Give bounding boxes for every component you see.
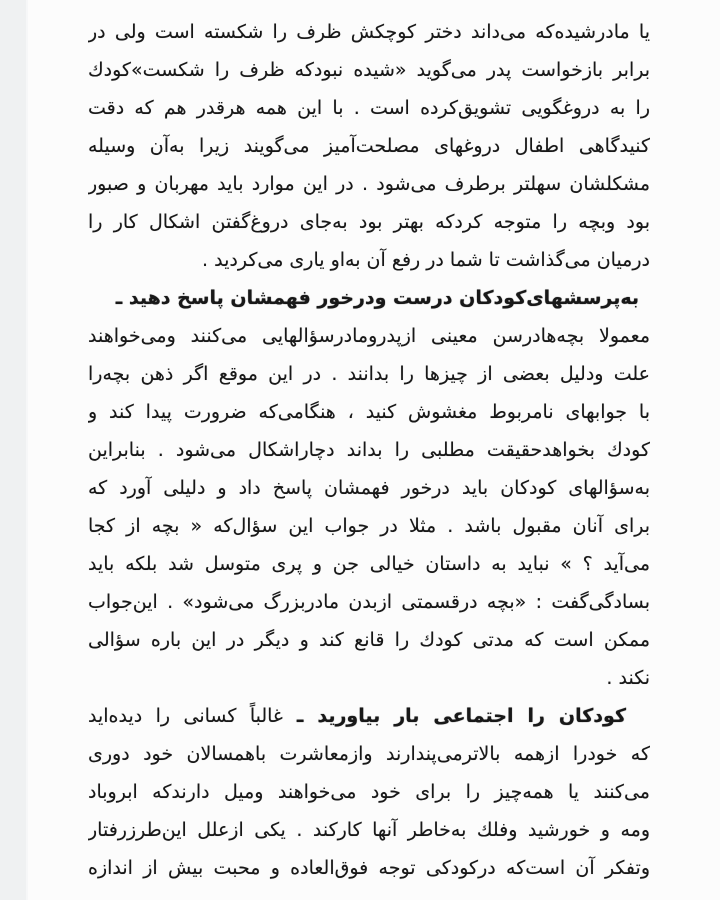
text-line [88, 507, 650, 545]
text-run: نکند . [606, 667, 650, 689]
text-run: ممکن است که مدتی کودك را قانع کند و دیگر در این باره سؤالی [88, 629, 650, 651]
text-line [88, 659, 650, 697]
text-line [88, 241, 650, 279]
text-run: درمیان می‌گذاشت تا شما در رفع آن به‌او یاری می‌کردید . [202, 249, 650, 271]
text-line [88, 127, 650, 165]
text-line [88, 51, 650, 89]
text-run: علت ودلیل بعضی از چیزها را بدانند . در این موقع اگر ذهن بچه‌را [88, 363, 650, 385]
text-line [88, 165, 650, 203]
text-line [88, 469, 650, 507]
text-line [88, 203, 650, 241]
text-run: می‌آید ؟ » نباید به داستان خیالی جن و پری متوسل شد بلکه باید [88, 553, 650, 575]
text-line [88, 811, 650, 849]
text-line [88, 393, 650, 431]
text-line [88, 545, 650, 583]
text-run: را به دروغگویی تشویق‌کرده است . با این همه هرقدر هم که دقت [88, 97, 650, 119]
text-run: غالباً کسانی را دیده‌اید [88, 705, 283, 727]
text-line [88, 583, 650, 621]
text-line [88, 13, 650, 51]
scan-edge-strip [0, 0, 28, 900]
text-run: کودك بخواهدحقیقت مطلبی را بداند دچاراشکال می‌شود . بنابراین [88, 439, 650, 461]
section-heading-line [88, 697, 650, 735]
text-run: به‌سؤالهای کودکان باید درخور فهمشان پاسخ داد و دلیلی آورد که [88, 477, 650, 499]
page-text [88, 13, 650, 887]
text-run: ومه و خورشید وفلك به‌خاطر آنها کارکند . یکی ازعلل این‌طرزرفتار [88, 819, 650, 841]
text-run: که خودرا ازهمه بالاترمی‌پندارند وازمعاشرت باهمسالان خود دوری [88, 743, 650, 765]
text-run: بسادگی‌گفت : «بچه درقسمتی ازبدن مادربزرگ می‌شود» . این‌جواب [88, 591, 650, 613]
text-line [88, 355, 650, 393]
text-run: مشکلشان سهلتر برطرف می‌شود . در این موارد باید مهربان و صبور [88, 173, 650, 195]
text-line [88, 621, 650, 659]
text-line [88, 317, 650, 355]
text-line [88, 849, 650, 887]
text-run: برابر بازخواست پدر می‌گوید «شیده نبودکه ظرف را شکست»کودك [88, 59, 650, 81]
text-run: کنیدگاهی اطفال دروغهای مصلحت‌آمیز می‌گویند زیرا به‌آن وسیله [88, 135, 650, 157]
text-line [88, 431, 650, 469]
text-run: یا مادرشیده‌که می‌داند دختر کوچکش ظرف را شکسته است ولی در [88, 21, 650, 43]
text-run: برای آنان مقبول باشد . مثلا در جواب این سؤال‌که « بچه از کجا [88, 515, 650, 537]
text-run: با جوابهای نامربوط مغشوش کنید ، هنگامی‌که ضرورت پیدا کند و [88, 401, 650, 423]
text-line [88, 735, 650, 773]
bold-heading-run: کودکان را اجتماعی بار بیاورید ـ [282, 705, 626, 727]
section-heading-line [88, 279, 650, 317]
text-run: معمولا بچه‌هادرسن معینی ازپدرومادرسؤالهایی می‌کنند ومی‌خواهند [88, 325, 650, 347]
text-run: می‌کنند یا همه‌چیز را برای خود می‌خواهند ومیل دارندکه ابروباد [88, 781, 650, 803]
bold-heading-run: به‌پرسشهای‌کودکان درست ودرخور فهمشان پاسخ دهید ـ [115, 287, 639, 309]
text-run: بود وبچه را متوجه کردکه بهتر بود به‌جای دروغ‌گفتن اشکال کار را [88, 211, 650, 233]
text-line [88, 773, 650, 811]
text-run: وتفکر آن است‌که درکودکی توجه فوق‌العاده و محبت بیش از اندازه [88, 857, 650, 879]
text-line [88, 89, 650, 127]
